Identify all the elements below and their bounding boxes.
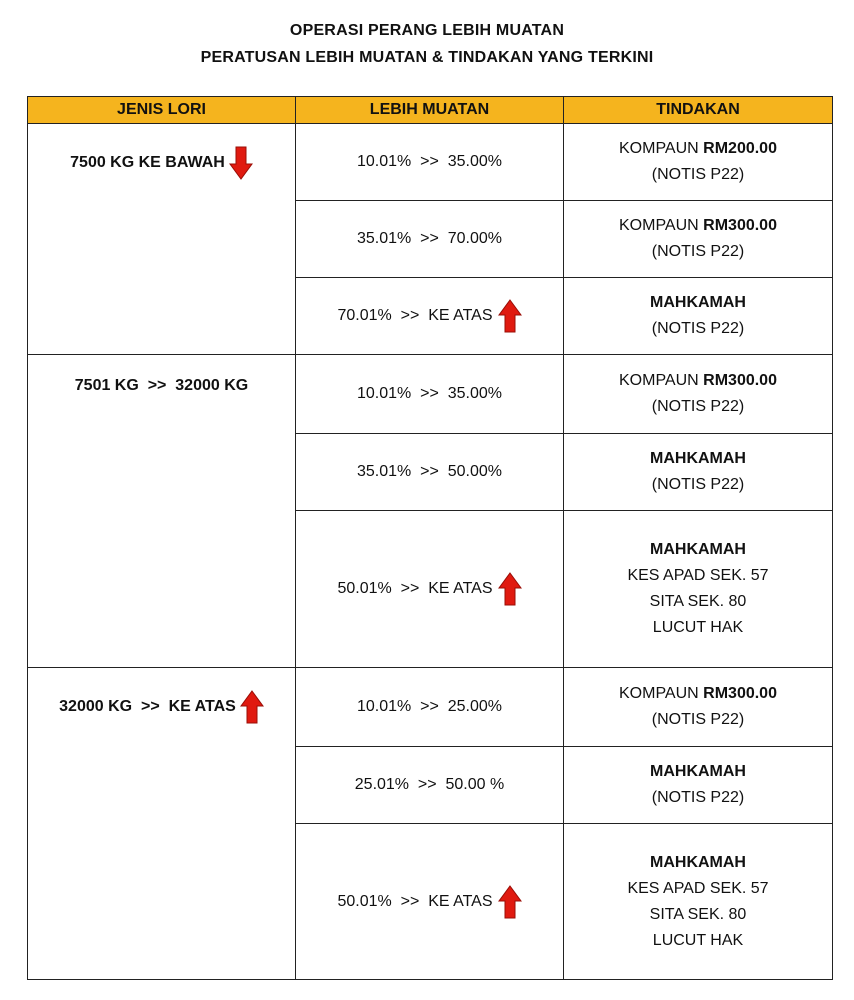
tindakan-bold: RM300.00 — [703, 372, 777, 389]
tindakan-primary — [564, 446, 832, 472]
tindakan-bold: MAHKAMAH — [650, 541, 746, 558]
table-row — [28, 124, 833, 201]
red-up-arrow-icon — [498, 885, 522, 919]
tindakan-primary — [564, 136, 832, 162]
tindakan-prefix: KOMPAUN — [619, 140, 704, 157]
tindakan-line: (NOTIS P22) — [651, 243, 745, 260]
tindakan-line: KES APAD SEK. 57 — [627, 879, 769, 897]
muatan-value: 50.01% >> KE ATAS — [337, 580, 493, 597]
table-header-row — [28, 97, 833, 124]
tindakan-cell — [564, 668, 833, 747]
lori-cell-group-1 — [28, 124, 296, 355]
header-jenis-lori: JENIS LORI — [28, 97, 296, 124]
tindakan-line: SITA SEK. 80 — [649, 593, 747, 610]
tindakan-line: (NOTIS P22) — [651, 476, 745, 493]
red-up-arrow-icon — [498, 299, 522, 333]
tindakan-line: (NOTIS P22) — [651, 398, 745, 415]
muatan-cell — [296, 355, 564, 434]
table-row — [28, 355, 833, 434]
muatan-cell — [296, 747, 564, 824]
tindakan-primary — [564, 213, 832, 239]
muatan-cell — [296, 824, 564, 980]
header-tindakan: TINDAKAN — [564, 97, 833, 124]
muatan-value: 10.01% >> 35.00% — [357, 385, 502, 402]
tindakan-cell — [564, 511, 833, 668]
tindakan-line: (NOTIS P22) — [651, 789, 745, 806]
lori-cell-group-3 — [28, 668, 296, 980]
lori-label: 32000 KG >> KE ATAS — [59, 698, 236, 715]
tindakan-line: (NOTIS P22) — [651, 711, 745, 728]
overload-rules-table — [27, 96, 833, 980]
tindakan-bold: MAHKAMAH — [650, 450, 746, 467]
tindakan-prefix: KOMPAUN — [619, 372, 704, 389]
lori-cell-group-2 — [28, 355, 296, 668]
tindakan-primary — [564, 850, 832, 876]
muatan-value: 25.01% >> 50.00 % — [354, 776, 505, 793]
red-down-arrow-icon — [229, 146, 253, 180]
page-title-line-1: OPERASI PERANG LEBIH MUATAN — [289, 22, 565, 39]
lori-label: 7501 KG >> 32000 KG — [74, 377, 249, 394]
tindakan-line: LUCUT HAK — [652, 931, 744, 949]
tindakan-bold: MAHKAMAH — [650, 853, 746, 871]
muatan-cell — [296, 511, 564, 668]
muatan-cell — [296, 278, 564, 355]
tindakan-bold: RM300.00 — [703, 685, 777, 702]
muatan-value: 35.01% >> 70.00% — [357, 230, 502, 247]
tindakan-primary — [564, 368, 832, 394]
tindakan-primary — [564, 681, 832, 707]
muatan-cell — [296, 434, 564, 511]
tindakan-cell — [564, 201, 833, 278]
lori-label: 7500 KG KE BAWAH — [70, 154, 225, 171]
tindakan-cell — [564, 355, 833, 434]
tindakan-primary — [564, 537, 832, 563]
tindakan-primary — [564, 290, 832, 316]
muatan-value: 10.01% >> 25.00% — [357, 698, 502, 715]
tindakan-cell — [564, 747, 833, 824]
tindakan-prefix: KOMPAUN — [619, 685, 704, 702]
tindakan-cell — [564, 278, 833, 355]
header-lebih-muatan: LEBIH MUATAN — [296, 97, 564, 124]
tindakan-primary — [564, 759, 832, 785]
tindakan-line: LUCUT HAK — [652, 619, 744, 636]
red-up-arrow-icon — [498, 572, 522, 606]
tindakan-bold: RM200.00 — [703, 140, 777, 157]
tindakan-cell — [564, 124, 833, 201]
tindakan-line: (NOTIS P22) — [651, 320, 745, 337]
tindakan-line: KES APAD SEK. 57 — [627, 567, 769, 584]
tindakan-bold: MAHKAMAH — [650, 763, 746, 780]
table-row — [28, 668, 833, 747]
tindakan-prefix: KOMPAUN — [619, 217, 704, 234]
tindakan-line: (NOTIS P22) — [651, 166, 745, 183]
muatan-value: 35.01% >> 50.00% — [357, 463, 502, 480]
muatan-value: 10.01% >> 35.00% — [357, 153, 502, 170]
tindakan-cell — [564, 824, 833, 980]
muatan-value: 70.01% >> KE ATAS — [337, 307, 493, 324]
page-title-line-2: PERATUSAN LEBIH MUATAN & TINDAKAN YANG TERKINI — [200, 49, 654, 66]
tindakan-bold: RM300.00 — [703, 217, 777, 234]
tindakan-line: SITA SEK. 80 — [649, 905, 747, 923]
muatan-value: 50.01% >> KE ATAS — [337, 892, 493, 910]
tindakan-cell — [564, 434, 833, 511]
red-up-arrow-icon — [240, 690, 264, 724]
muatan-cell — [296, 668, 564, 747]
muatan-cell — [296, 124, 564, 201]
muatan-cell — [296, 201, 564, 278]
tindakan-bold: MAHKAMAH — [650, 294, 746, 311]
